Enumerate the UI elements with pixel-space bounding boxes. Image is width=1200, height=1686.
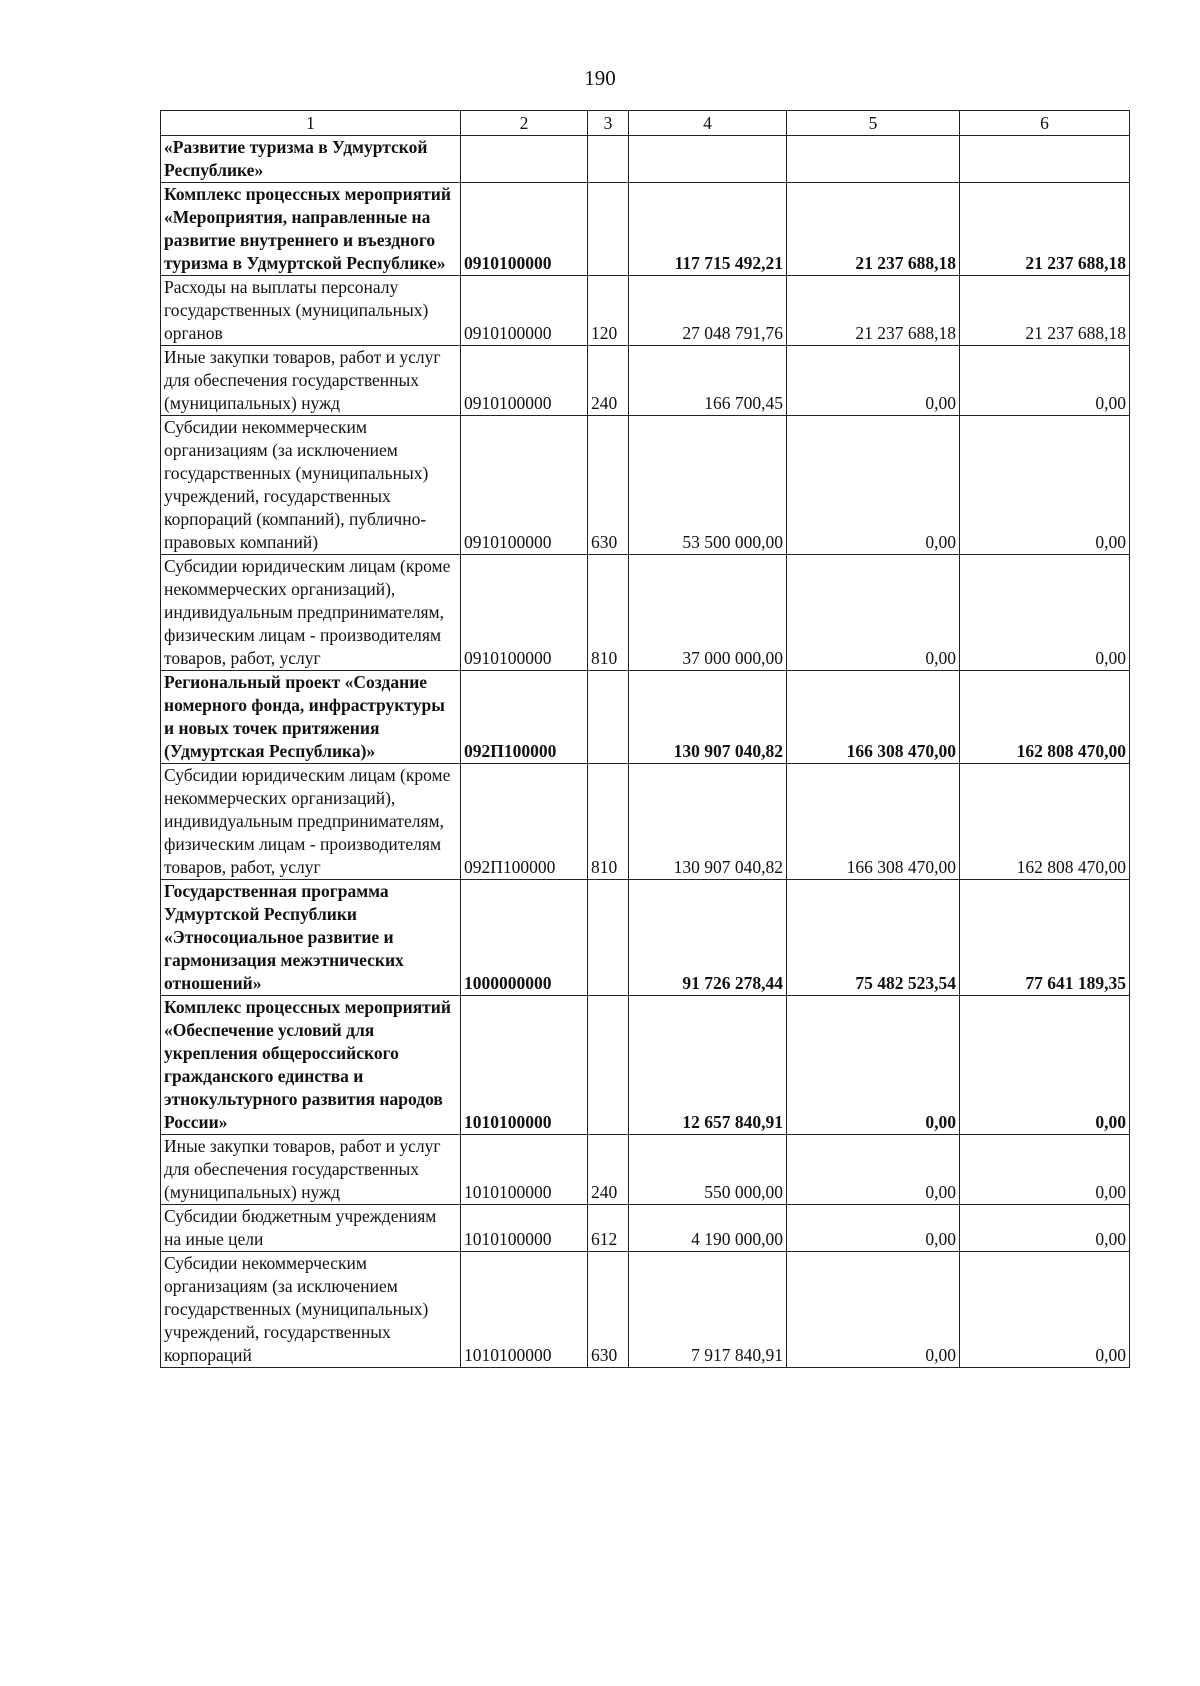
row-amount-col6-cell: 77 641 189,35 <box>960 880 1130 996</box>
row-name-cell: Иные закупки товаров, работ и услуг для обеспечения государственных (муниципальных) нужд <box>161 346 461 416</box>
row-code-cell: 092П100000 <box>461 671 588 764</box>
row-code-cell: 0910100000 <box>461 416 588 555</box>
row-amount-col5-cell: 166 308 470,00 <box>787 671 960 764</box>
row-expense-type-cell <box>588 183 629 276</box>
row-name-cell: Региональный проект «Создание номерного фонда, инфраструктуры и новых точек притяжения (Удмуртская Республика)» <box>161 671 461 764</box>
column-header-2: 2 <box>461 111 588 136</box>
row-name-cell: Государственная программа Удмуртской Республики «Этносоциальное развитие и гармонизация межэтнических отношений» <box>161 880 461 996</box>
row-amount-col4-cell: 130 907 040,82 <box>629 764 787 880</box>
row-amount-col6-cell: 0,00 <box>960 1135 1130 1205</box>
table-row <box>161 416 1130 555</box>
row-expense-type-cell: 630 <box>588 416 629 555</box>
row-expense-type-cell <box>588 996 629 1135</box>
column-header-6: 6 <box>960 111 1130 136</box>
row-expense-type-cell: 240 <box>588 1135 629 1205</box>
row-amount-col5-cell: 0,00 <box>787 1205 960 1252</box>
budget-table <box>160 110 1130 1368</box>
row-code-cell: 1000000000 <box>461 880 588 996</box>
row-expense-type-cell: 612 <box>588 1205 629 1252</box>
row-code-cell: 1010100000 <box>461 1135 588 1205</box>
row-code-cell: 0910100000 <box>461 276 588 346</box>
row-code-cell: 1010100000 <box>461 1252 588 1368</box>
table-row <box>161 671 1130 764</box>
row-code-cell: 0910100000 <box>461 183 588 276</box>
row-amount-col5-cell: 166 308 470,00 <box>787 764 960 880</box>
row-amount-col4-cell <box>629 136 787 183</box>
row-amount-col4-cell: 550 000,00 <box>629 1135 787 1205</box>
row-amount-col4-cell: 7 917 840,91 <box>629 1252 787 1368</box>
row-name-cell: Субсидии юридическим лицам (кроме некоммерческих организаций), индивидуальным предпринимателям, физическим лицам - производителям товаров, работ, услуг <box>161 764 461 880</box>
row-amount-col4-cell: 37 000 000,00 <box>629 555 787 671</box>
column-header-5: 5 <box>787 111 960 136</box>
row-name-cell: Субсидии некоммерческим организациям (за исключением государственных (муниципальных) учреждений, государственных корпораций (компаний), публично-правовых компаний) <box>161 416 461 555</box>
page-number: 190 <box>584 66 616 90</box>
row-amount-col5-cell: 0,00 <box>787 996 960 1135</box>
row-amount-col4-cell: 91 726 278,44 <box>629 880 787 996</box>
row-expense-type-cell <box>588 136 629 183</box>
column-header-4: 4 <box>629 111 787 136</box>
table-body <box>161 136 1130 1368</box>
row-amount-col6-cell: 0,00 <box>960 1252 1130 1368</box>
row-expense-type-cell: 240 <box>588 346 629 416</box>
table-row <box>161 1205 1130 1252</box>
row-amount-col4-cell: 130 907 040,82 <box>629 671 787 764</box>
row-amount-col6-cell <box>960 136 1130 183</box>
row-expense-type-cell <box>588 880 629 996</box>
table-row <box>161 555 1130 671</box>
row-amount-col5-cell: 0,00 <box>787 1135 960 1205</box>
table-row <box>161 764 1130 880</box>
row-name-cell: Комплекс процессных мероприятий «Мероприятия, направленные на развитие внутреннего и въездного туризма в Удмуртской Республике» <box>161 183 461 276</box>
row-code-cell: 1010100000 <box>461 996 588 1135</box>
row-amount-col4-cell: 53 500 000,00 <box>629 416 787 555</box>
row-amount-col4-cell: 117 715 492,21 <box>629 183 787 276</box>
row-expense-type-cell: 810 <box>588 764 629 880</box>
row-amount-col6-cell: 0,00 <box>960 1205 1130 1252</box>
row-name-cell: Субсидии некоммерческим организациям (за исключением государственных (муниципальных) учреждений, государственных корпораций <box>161 1252 461 1368</box>
table-row <box>161 136 1130 183</box>
table-row <box>161 880 1130 996</box>
row-amount-col6-cell: 0,00 <box>960 416 1130 555</box>
row-amount-col4-cell: 27 048 791,76 <box>629 276 787 346</box>
row-expense-type-cell: 630 <box>588 1252 629 1368</box>
table-row <box>161 1135 1130 1205</box>
row-expense-type-cell: 120 <box>588 276 629 346</box>
row-name-cell: Иные закупки товаров, работ и услуг для обеспечения государственных (муниципальных) нужд <box>161 1135 461 1205</box>
row-amount-col5-cell: 0,00 <box>787 555 960 671</box>
row-amount-col4-cell: 12 657 840,91 <box>629 996 787 1135</box>
row-name-cell: Расходы на выплаты персоналу государственных (муниципальных) органов <box>161 276 461 346</box>
column-header-1: 1 <box>161 111 461 136</box>
row-amount-col6-cell: 21 237 688,18 <box>960 183 1130 276</box>
table-row <box>161 276 1130 346</box>
row-code-cell: 0910100000 <box>461 555 588 671</box>
row-amount-col5-cell: 0,00 <box>787 1252 960 1368</box>
row-code-cell: 1010100000 <box>461 1205 588 1252</box>
row-name-cell: Субсидии бюджетным учреждениям на иные цели <box>161 1205 461 1252</box>
row-amount-col5-cell: 0,00 <box>787 346 960 416</box>
row-expense-type-cell: 810 <box>588 555 629 671</box>
row-amount-col6-cell: 162 808 470,00 <box>960 671 1130 764</box>
row-code-cell <box>461 136 588 183</box>
row-amount-col6-cell: 0,00 <box>960 555 1130 671</box>
table-row <box>161 1252 1130 1368</box>
row-amount-col5-cell: 21 237 688,18 <box>787 276 960 346</box>
row-name-cell: «Развитие туризма в Удмуртской Республике» <box>161 136 461 183</box>
row-amount-col5-cell: 21 237 688,18 <box>787 183 960 276</box>
row-amount-col4-cell: 166 700,45 <box>629 346 787 416</box>
column-header-3: 3 <box>588 111 629 136</box>
table-row <box>161 996 1130 1135</box>
header-row <box>161 111 1130 136</box>
row-code-cell: 0910100000 <box>461 346 588 416</box>
row-amount-col4-cell: 4 190 000,00 <box>629 1205 787 1252</box>
table-row <box>161 183 1130 276</box>
row-amount-col5-cell: 75 482 523,54 <box>787 880 960 996</box>
row-expense-type-cell <box>588 671 629 764</box>
row-name-cell: Субсидии юридическим лицам (кроме некоммерческих организаций), индивидуальным предпринимателям, физическим лицам - производителям товаров, работ, услуг <box>161 555 461 671</box>
row-amount-col5-cell: 0,00 <box>787 416 960 555</box>
row-code-cell: 092П100000 <box>461 764 588 880</box>
table-row <box>161 346 1130 416</box>
row-amount-col5-cell <box>787 136 960 183</box>
row-amount-col6-cell: 0,00 <box>960 996 1130 1135</box>
row-amount-col6-cell: 21 237 688,18 <box>960 276 1130 346</box>
row-name-cell: Комплекс процессных мероприятий «Обеспечение условий для укрепления общероссийского гражданского единства и этнокультурного развития народов России» <box>161 996 461 1135</box>
row-amount-col6-cell: 0,00 <box>960 346 1130 416</box>
row-amount-col6-cell: 162 808 470,00 <box>960 764 1130 880</box>
